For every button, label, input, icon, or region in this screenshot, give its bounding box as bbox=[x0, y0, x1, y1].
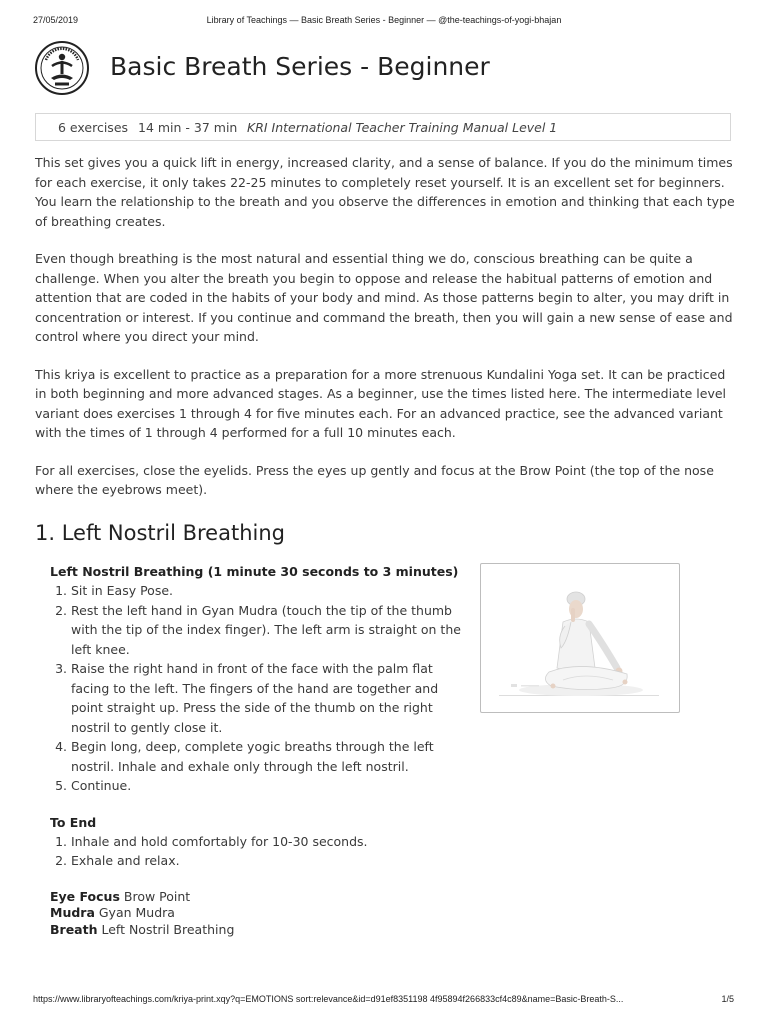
exercise-step: 4. Begin long, deep, complete yogic breaths through the left nostril. Inhale and exhale only through the left nostril. bbox=[71, 737, 470, 776]
to-end-steps bbox=[50, 832, 470, 871]
print-footer bbox=[0, 994, 768, 1008]
exercise-count: 6 exercises bbox=[58, 120, 129, 135]
exercise-step: 5. Continue. bbox=[71, 776, 470, 796]
to-end-heading: To End bbox=[50, 814, 97, 830]
pose-illustration bbox=[480, 563, 680, 713]
page-number: 1/5 bbox=[721, 994, 734, 1004]
exercise-instructions bbox=[50, 562, 470, 938]
exercise-step: 3. Raise the right hand in front of the face with the palm flat facing to the left. The fingers of the hand are together and point straight up. Press the side of the thumb on the right nostril to gently close it. bbox=[71, 659, 470, 737]
exercise-step: 2. Rest the left hand in Gyan Mudra (touch the tip of the thumb with the tip of the index finger). The left arm is straight on the left knee. bbox=[71, 601, 470, 660]
duration-range: 14 min - 37 min bbox=[138, 120, 238, 135]
to-end-step: 2. Exhale and relax. bbox=[71, 851, 470, 871]
breath-label: Breath bbox=[50, 921, 98, 937]
print-url: https://www.libraryofteachings.com/kriya-print.xqy?q=EMOTIONS sort:relevance&id=d91ef8351198 4f95894f266833cf4c89&name=Basic-Breath-S... bbox=[33, 994, 624, 1004]
eye-focus-label: Eye Focus bbox=[50, 888, 120, 904]
yoga-pose-illustration bbox=[481, 564, 679, 712]
intro-paragraph: This set gives you a quick lift in energy, increased clarity, and a sense of balance. If you do the minimum times for each exercise, it only takes 22-25 minutes to completely reset yourself. It is an excellent set for beginners. You learn the relationship to the breath and you observe the differences in emotion and thinking that each type of breathing creates. bbox=[35, 155, 735, 229]
eye-focus-value: Brow Point bbox=[123, 888, 191, 904]
exercise-section-title: 1. Left Nostril Breathing bbox=[35, 521, 285, 545]
print-date: 27/05/2019 bbox=[33, 15, 79, 25]
eye-focus-row bbox=[50, 889, 470, 906]
source-manual: KRI International Teacher Training Manual Level 1 bbox=[247, 120, 558, 135]
exercise-heading: Left Nostril Breathing (1 minute 30 seconds to 3 minutes) bbox=[50, 564, 459, 579]
intro-paragraph: This kriya is excellent to practice as a preparation for a more strenuous Kundalini Yoga set. It can be practiced in both beginning and more advanced stages. As a beginner, use the times listed here. The intermediate level variant does exercises 1 through 4 for five minutes each. For an advanced practice, see the advanced variant with the times of 1 through 4 performed for a full 10 minutes each. bbox=[35, 366, 727, 440]
exercise-step: 1. Sit in Easy Pose. bbox=[71, 581, 470, 601]
exercise-steps bbox=[50, 581, 470, 796]
to-end-step: 1. Inhale and hold comfortably for 10-30 seconds. bbox=[71, 832, 470, 852]
mudra-value: Gyan Mudra bbox=[98, 905, 175, 920]
kriya-meta-bar bbox=[35, 113, 731, 141]
kriya-description bbox=[35, 153, 735, 518]
page-title: Basic Breath Series - Beginner bbox=[110, 52, 490, 81]
exercise-specs bbox=[50, 889, 470, 939]
print-page-title: Library of Teachings — Basic Breath Series - Beginner — @the-teachings-of-yogi-bhajan bbox=[206, 15, 562, 25]
kri-logo-icon bbox=[34, 40, 90, 96]
intro-paragraph: For all exercises, close the eyelids. Press the eyes up gently and focus at the Brow Point (the top of the nose where the eyebrows meet). bbox=[35, 462, 714, 497]
breath-row bbox=[50, 922, 470, 939]
intro-paragraph: Even though breathing is the most natural and essential thing we do, conscious breathing can be quite a challenge. When you alter the breath you begin to oppose and release the habitual patterns of emotion and attention that are coded in the habits of your body and mind. As those patterns begin to alter, you may drift in concentration or interest. If you continue and command the breath, then you will gain a new sense of ease and control where you direct your mind. bbox=[35, 251, 733, 344]
mudra-label: Mudra bbox=[50, 905, 95, 920]
mudra-row bbox=[50, 905, 470, 922]
breath-value: Left Nostril Breathing bbox=[101, 921, 235, 937]
print-header bbox=[0, 15, 768, 31]
